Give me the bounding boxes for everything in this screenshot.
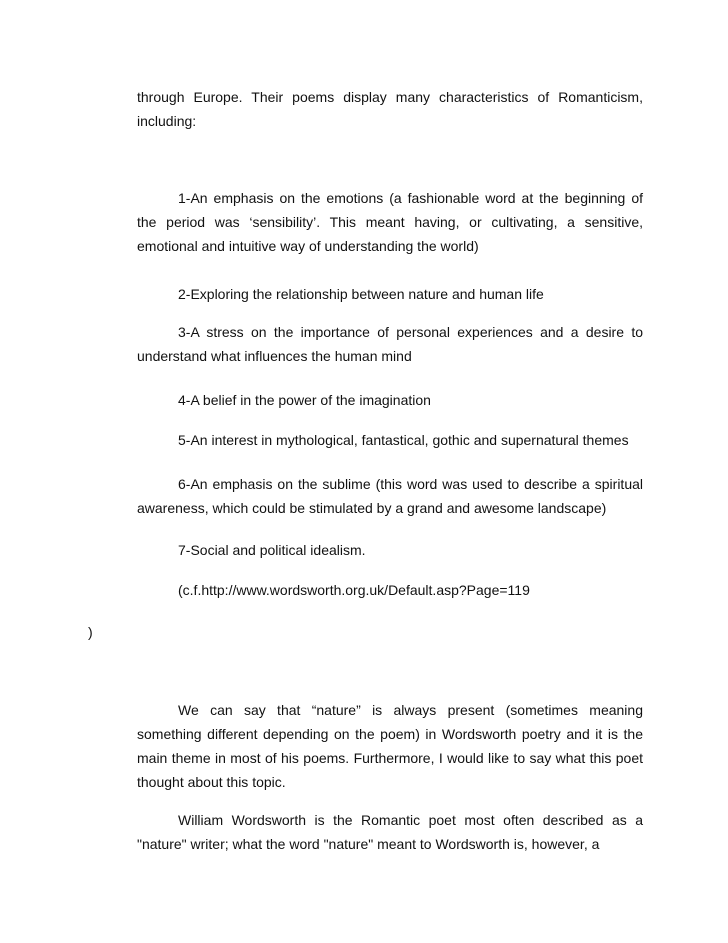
intro-paragraph: through Europe. Their poems display many characteristics of Romanticism, including: (137, 89, 643, 129)
list-item-7: 7-Social and political idealism. (178, 542, 366, 558)
list-item-5: 5-An interest in mythological, fantastical, gothic and supernatural themes (178, 432, 629, 448)
citation: (c.f.http://www.wordsworth.org.uk/Default.asp?Page=119 (178, 582, 530, 598)
list-item-4: 4-A belief in the power of the imagination (178, 392, 431, 408)
body-paragraph-wordsworth: William Wordsworth is the Romantic poet most often described as a "nature" writer; what the word "nature" meant to Wordsworth is, however, a (137, 812, 643, 852)
list-item-6: 6-An emphasis on the sublime (this word was used to describe a spiritual awareness, which could be stimulated by a grand and awesome landscape) (137, 476, 643, 516)
list-item-1: 1-An emphasis on the emotions (a fashionable word at the beginning of the period was ‘sensibility’. This meant having, or cultivating, a sensitive, emotional and intuitive way of understanding the world) (137, 190, 643, 254)
body-paragraph-nature: We can say that “nature” is always present (sometimes meaning something different depending on the poem) in Wordsworth poetry and it is the main theme in most of his poems. Furthermore, I would like to say what this poet thought about this topic. (137, 702, 643, 790)
list-item-3: 3-A stress on the importance of personal experiences and a desire to understand what influences the human mind (137, 324, 643, 364)
list-item-2: 2-Exploring the relationship between nature and human life (178, 286, 544, 302)
citation-closing-paren: ) (88, 624, 93, 640)
